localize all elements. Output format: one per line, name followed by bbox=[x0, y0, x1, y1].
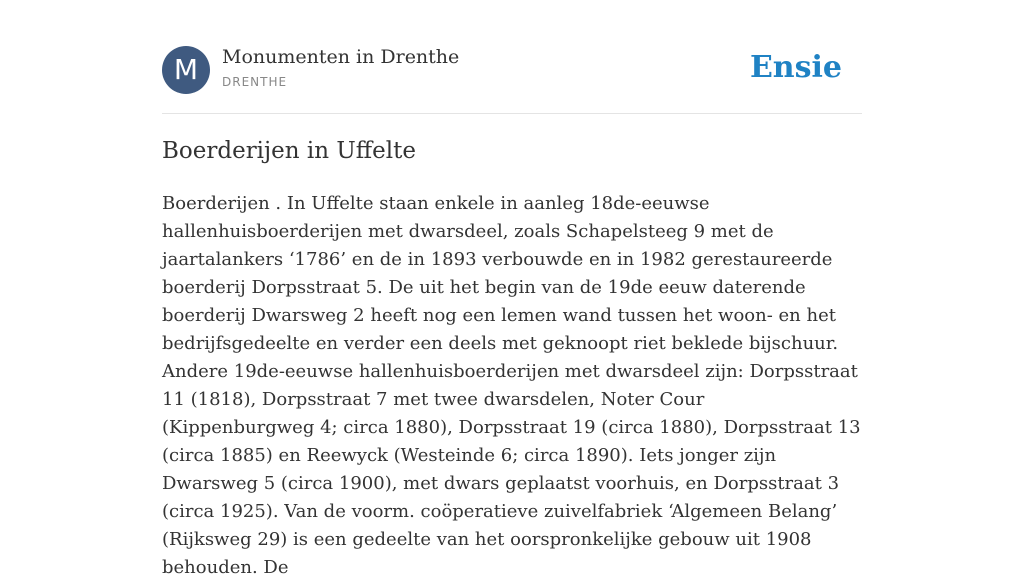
source-title[interactable]: Monumenten in Drenthe bbox=[222, 46, 460, 68]
source-avatar[interactable]: M bbox=[162, 46, 210, 94]
header-divider bbox=[162, 113, 862, 114]
source-header bbox=[162, 46, 862, 96]
page-title: Boerderijen in Uffelte bbox=[162, 138, 416, 164]
article-body: Boerderijen . In Uffelte staan enkele in aanleg 18de-eeuwse hallenhuisboerderijen met dwarsdeel, zoals Schapelsteeg 9 met de jaartalankers ‘1786’ en de in 1893 verbouwde en in 1982 gerestaureerde boerderij Dorpsstraat 5. De uit het begin van de 19de eeuw daterende boerderij Dwarsweg 2 heeft nog een lemen wand tussen het woon- en het bedrijfsgedeelte en verder een deels met geknoopt riet beklede bijschuur. Andere 19de-eeuwse hallenhuisboerderijen met dwarsdeel zijn: Dorpsstraat 11 (1818), Dorpsstraat 7 met twee dwarsdelen, Noter Cour (Kippenburgweg 4; circa 1880), Dorpsstraat 19 (circa 1880), Dorpsstraat 13 (circa 1885) en Reewyck (Westeinde 6; circa 1890). Iets jonger zijn Dwarsweg 5 (circa 1900), met dwars geplaatst voorhuis, en Dorpsstraat 3 (circa 1925). Van de voorm. coöperatieve zuivelfabriek ‘Algemeen Belang’ (Rijksweg 29) is een gedeelte van het oorspronkelijke gebouw uit 1908 behouden. De bbox=[162, 193, 861, 578]
source-subtitle: DRENTHE bbox=[222, 75, 288, 89]
brand-logo[interactable]: Ensie bbox=[749, 50, 842, 85]
